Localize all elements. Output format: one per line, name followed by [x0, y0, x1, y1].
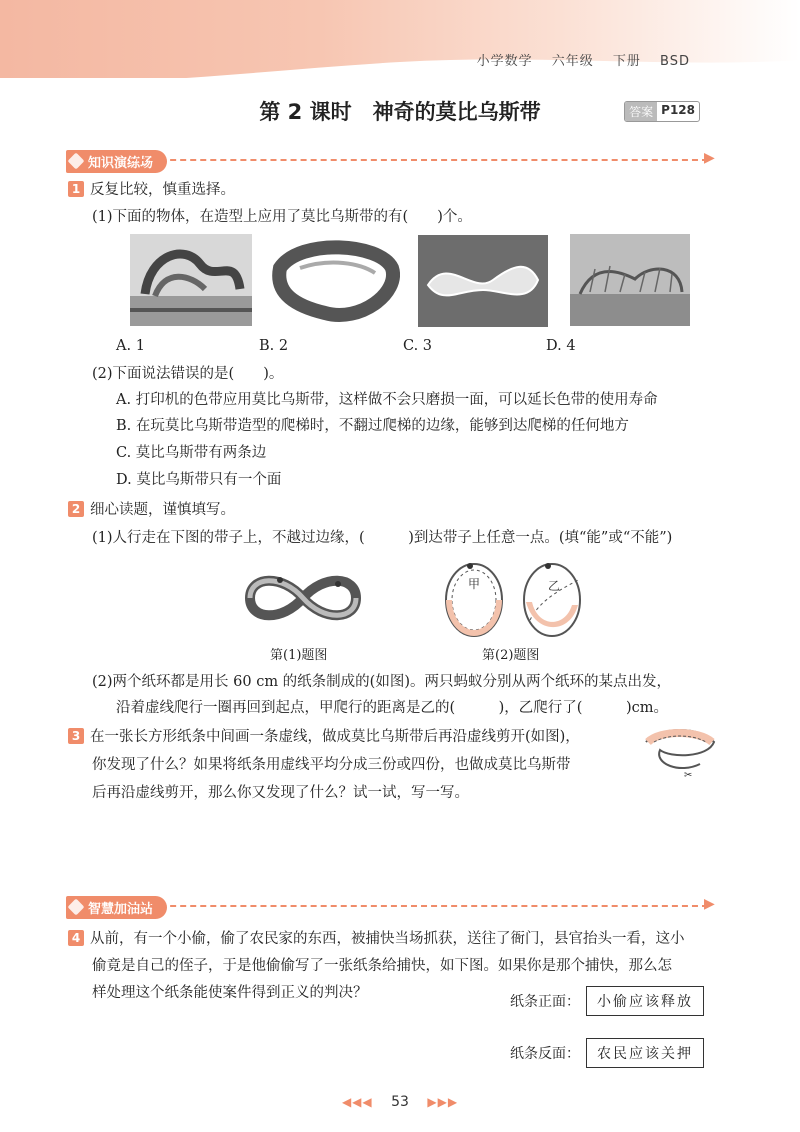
question-number: 1 — [68, 181, 84, 197]
q1-option-a[interactable]: A. 1 — [116, 338, 145, 354]
answer-tag-label: 答案 — [625, 102, 657, 121]
q1-2-option-a[interactable]: A. 打印机的色带应用莫比乌斯带，这样做不会只磨损一面，可以延长色带的使用寿命 — [116, 392, 658, 408]
section-arrow-icon: ▶ — [704, 896, 715, 912]
question-text: 细心读题，谨慎填写。 — [90, 502, 235, 518]
question-4-line3: 样处理这个纸条能使案件得到正义的判决？ — [92, 985, 368, 1001]
section-divider — [130, 159, 708, 161]
header-subject: 小学数学 — [476, 54, 533, 69]
section-divider — [130, 905, 708, 907]
note-front — [510, 986, 704, 1016]
photo-sculpture-4 — [570, 234, 690, 326]
photo-sculpture-1 — [130, 234, 252, 326]
header-meta — [463, 50, 690, 69]
photo-sculpture-3 — [418, 235, 548, 327]
q1-option-b[interactable]: B. 2 — [259, 338, 289, 354]
question-4-line2: 偷竟是自己的侄子，于是他偷偷写了一张纸条给捕快，如下图。如果你是那个捕快，那么怎 — [92, 958, 672, 974]
note-back-label: 纸条反面： — [510, 1046, 580, 1062]
question-number: 3 — [68, 728, 84, 744]
figure-caption-1: 第(1)题图 — [270, 648, 328, 663]
q1-2-option-d[interactable]: D. 莫比乌斯带只有一个面 — [116, 472, 282, 488]
header-grade: 六年级 — [551, 54, 594, 69]
ring-jia-label: 甲 — [468, 577, 481, 591]
section-label: 智慧加油站 — [66, 896, 167, 919]
scissors-icon: ✂ — [684, 770, 693, 780]
section-header-bonus — [66, 896, 167, 918]
page-title: 第 2 课时 神奇的莫比乌斯带 — [259, 100, 541, 124]
page-footer — [0, 1094, 800, 1110]
question-2-stem — [68, 500, 235, 520]
answer-tag-page: P128 — [661, 103, 695, 117]
q1-2-option-c[interactable]: C. 莫比乌斯带有两条边 — [116, 445, 267, 461]
figure-paper-rings — [440, 560, 600, 640]
answer-tag — [624, 101, 700, 122]
note-back — [510, 1038, 704, 1068]
q1-option-d[interactable]: D. 4 — [546, 338, 576, 354]
footer-left-arrows-icon: ◀◀◀ — [341, 1095, 373, 1109]
question-2-sub2-line2: 沿着虚线爬行一圈再回到起点，甲爬行的距离是乙的( )，乙爬行了( )cm。 — [116, 700, 668, 716]
question-number: 2 — [68, 501, 84, 517]
question-3-line2: 你发现了什么？如果将纸条用虚线平均分成三份或四份，也做成莫比乌斯带 — [92, 757, 571, 773]
q1-2-option-b[interactable]: B. 在玩莫比乌斯带造型的爬梯时，不翻过爬梯的边缘，能够到达爬梯的任何地方 — [116, 418, 629, 434]
question-1-sub1: (1)下面的物体，在造型上应用了莫比乌斯带的有( )个。 — [92, 209, 472, 225]
header-term: 下册 — [612, 54, 641, 69]
question-text: 从前，有一个小偷，偷了农民家的东西，被捕快当场抓获，送往了衙门，县官抬头一看，这小 — [90, 931, 685, 947]
question-4-line1 — [68, 929, 685, 949]
question-text: 反复比较，慎重选择。 — [90, 182, 235, 198]
question-3-line3: 后再沿虚线剪开，那么你又发现了什么？试一试，写一写。 — [92, 785, 469, 801]
section-arrow-icon: ▶ — [704, 150, 715, 166]
question-text: 在一张长方形纸条中间画一条虚线，做成莫比乌斯带后再沿虚线剪开(如图)， — [90, 729, 580, 745]
photo-sculpture-2 — [270, 238, 400, 328]
note-front-text: 小偷应该释放 — [586, 986, 704, 1016]
figure-caption-2: 第(2)题图 — [482, 648, 540, 663]
question-1-sub2: (2)下面说法错误的是( )。 — [92, 366, 284, 382]
page-number: 53 — [391, 1094, 409, 1110]
note-back-text: 农民应该关押 — [586, 1038, 704, 1068]
header-edition: BSD — [660, 54, 690, 69]
figure-mobius-cut — [640, 724, 720, 780]
question-2-sub1: (1)人行走在下图的带子上，不越过边缘，( )到达带子上任意一点。(填“能”或“不能”) — [92, 530, 673, 546]
footer-right-arrows-icon: ▶▶▶ — [427, 1095, 459, 1109]
question-1-stem — [68, 180, 235, 200]
ring-yi-label: 乙 — [548, 579, 561, 593]
section-header-practice — [66, 150, 167, 172]
section-label: 知识演练场 — [66, 150, 167, 173]
question-2-sub2-line1: (2)两个纸环都是用长 60 cm 的纸条制成的(如图)。两只蚂蚁分别从两个纸环的某点出发， — [92, 674, 671, 690]
figure-mobius-strip — [242, 566, 364, 630]
note-front-label: 纸条正面： — [510, 994, 580, 1010]
header-curve — [0, 40, 800, 100]
question-3-line1 — [68, 727, 580, 747]
q1-option-c[interactable]: C. 3 — [403, 338, 433, 354]
question-number: 4 — [68, 930, 84, 946]
